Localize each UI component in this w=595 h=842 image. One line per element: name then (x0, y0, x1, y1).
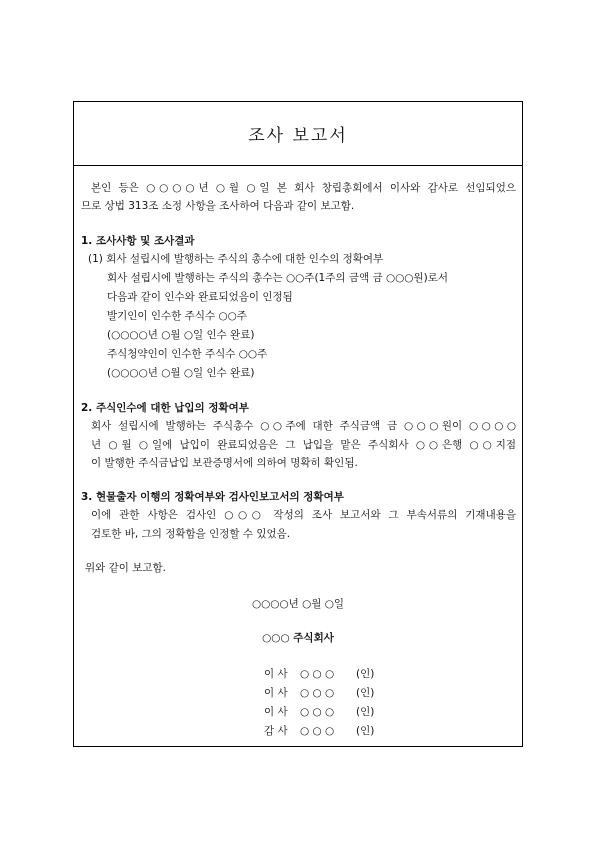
section1-line-4: (○○○○년 ○월 ○일 인수 완료) (107, 329, 255, 341)
document-title: 조사 보고서 (248, 126, 348, 146)
signatory-role: 이 사 (264, 687, 288, 699)
signatory-name: ○ ○ ○ (300, 706, 335, 718)
company-name: ○○○ 주식회사 (262, 632, 334, 644)
signatory-name: ○ ○ ○ (300, 687, 335, 699)
signatory-row (264, 726, 374, 737)
signatory-role: 이 사 (264, 668, 288, 680)
section1-line-6: (○○○○년 ○월 ○일 인수 완료) (107, 367, 255, 379)
intro-line-1: 본인 등은 ○○○○년 ○월 ○일 본 회사 창립총회에서 이사와 감사로 선임되었으 (91, 182, 516, 194)
signatory-seal: (인) (356, 687, 375, 699)
section2-heading: 2. 주식인수에 대한 납입의 정확여부 (81, 402, 249, 414)
section2-line-2: 년 ○월 ○일에 납입이 완료되었음은 그 납입을 맡은 주식회사 ○○은행 ○○지점 (91, 439, 516, 451)
section1-line-1: 회사 설립시에 발행하는 주식의 총수는 ○○주(1주의 금액 금 ○○○원)로서 (107, 272, 448, 284)
signatory-seal: (인) (356, 725, 375, 737)
section3-line-2: 검토한 바, 그의 정확함을 인정할 수 있었음. (91, 528, 291, 540)
document-frame (73, 101, 523, 747)
section1-sub: (1) 회사 설립시에 발행하는 주식의 총수에 대한 인수의 정확여부 (88, 253, 384, 265)
section3-heading: 3. 현물출자 이행의 정확여부와 검사인보고서의 정확여부 (81, 491, 344, 503)
section1-line-2: 다음과 같이 인수와 완료되었음이 인정됨 (107, 291, 293, 303)
section1-heading: 1. 조사사항 및 조사결과 (81, 235, 195, 247)
intro-line-2: 므로 상법 313조 소정 사항을 조사하여 다음과 같이 보고함. (81, 200, 355, 212)
report-date: ○○○○년 ○월 ○일 (251, 598, 345, 610)
section2-line-1: 회사 설립시에 발행하는 주식총수 ○○주에 대한 주식금액 금 ○○○원이 ○○○○ (91, 420, 516, 432)
section1-line-5: 주식청약인이 인수한 주식수 ○○주 (107, 348, 268, 360)
signatory-seal: (인) (356, 668, 375, 680)
signatory-role: 감 사 (264, 725, 288, 737)
title-row (74, 102, 522, 166)
signatory-row (264, 669, 374, 680)
signatory-row (264, 688, 374, 699)
signatory-seal: (인) (356, 706, 375, 718)
section1-line-3: 발기인이 인수한 주식수 ○○주 (107, 310, 247, 322)
signatory-name: ○ ○ ○ (300, 725, 335, 737)
signatory-name: ○ ○ ○ (300, 668, 335, 680)
closing-text: 위와 같이 보고함. (85, 562, 167, 574)
signatory-role: 이 사 (264, 706, 288, 718)
section3-line-1: 이에 관한 사항은 검사인 ○○○ 작성의 조사 보고서와 그 부속서류의 기재내용을 (91, 509, 516, 521)
signatory-row (264, 707, 374, 718)
section2-line-3: 이 발행한 주식금납입 보관증명서에 의하여 명확히 확인됨. (91, 457, 358, 469)
